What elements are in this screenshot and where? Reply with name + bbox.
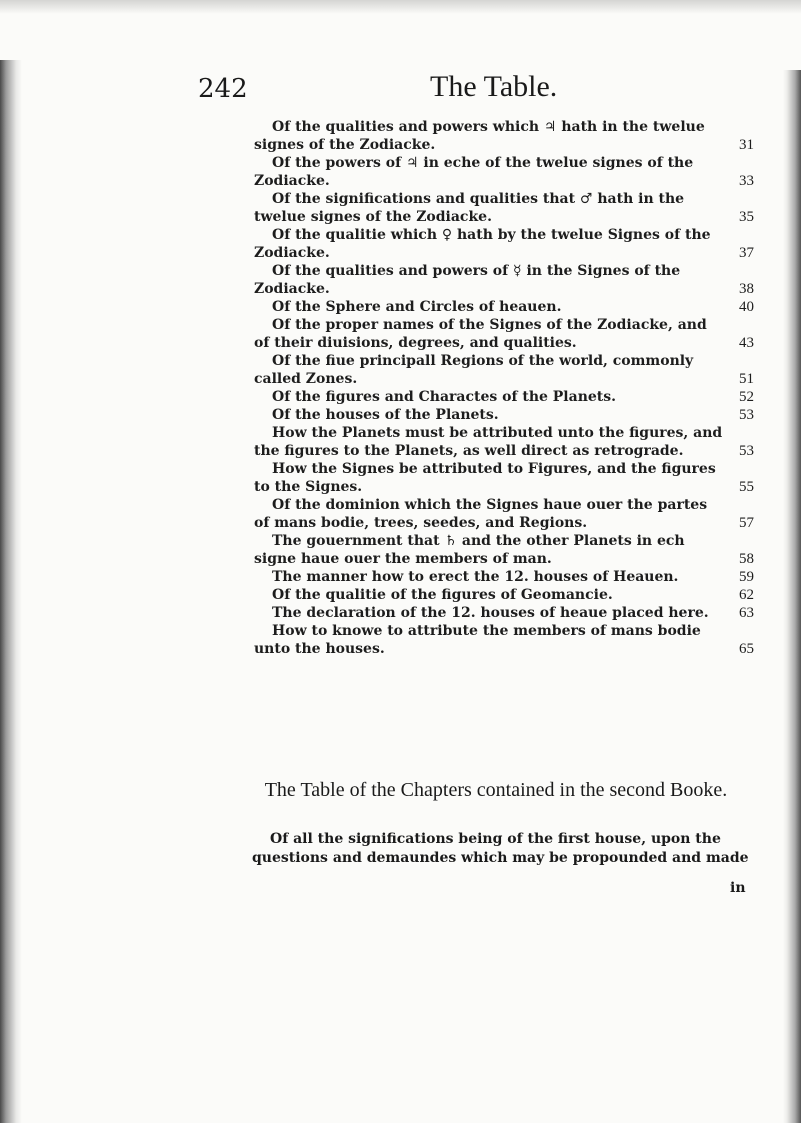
toc-entry-text: Of the significations and qualities that ♂ hath in the twelue signes of the Zodiacke. <box>254 191 685 225</box>
toc-entry-page-number: 40 <box>739 299 754 315</box>
toc-entry-page-number: 52 <box>739 389 754 405</box>
toc-entry-text: Of the qualitie of the figures of Geomancie. <box>272 587 613 603</box>
toc-entry-text: Of the qualitie which ♀ hath by the twelue Signes of the Zodiacke. <box>254 227 711 261</box>
running-title: The Table. <box>430 70 558 103</box>
toc-entry-text: Of the houses of the Planets. <box>272 407 499 423</box>
toc-entry-page-number: 51 <box>739 371 754 387</box>
toc-entry <box>254 352 754 388</box>
toc-entry <box>254 118 754 154</box>
toc-entry-text: The gouernment that ♄ and the other Planets in ech signe haue ouer the members of man. <box>254 533 685 567</box>
toc-entry-text: How the Planets must be attributed unto the figures, and the figures to the Planets, as well direct as retrograde. <box>254 425 723 459</box>
toc-entry-page-number: 53 <box>739 443 754 459</box>
toc-entry-page-number: 62 <box>739 587 754 603</box>
toc-entry <box>254 298 754 316</box>
toc-entry-text: The declaration of the 12. houses of heaue placed here. <box>272 605 709 621</box>
toc-entry-page-number: 63 <box>739 605 754 621</box>
toc-entry-page-number: 35 <box>739 209 754 225</box>
toc-entry <box>254 424 754 460</box>
toc-entry-page-number: 33 <box>739 173 754 189</box>
toc-entry <box>254 586 754 604</box>
toc-entry <box>254 460 754 496</box>
toc-entry-text: How the Signes be attributed to Figures, and the figures to the Signes. <box>254 461 716 495</box>
toc-entry <box>254 604 754 622</box>
toc-entry-text: Of the proper names of the Signes of the Zodiacke, and of their diuisions, degrees, and qualities. <box>254 317 707 351</box>
toc-entry <box>254 388 754 406</box>
page-header <box>198 70 758 110</box>
toc-entry-text: Of the figures and Charactes of the Planets. <box>272 389 616 405</box>
toc-entry-text: Of the qualities and powers which ♃ hath in the twelue signes of the Zodiacke. <box>254 119 705 153</box>
catchword: in <box>730 880 746 896</box>
page-top-shadow <box>0 0 801 14</box>
toc-entry <box>254 316 754 352</box>
page-right-edge-shadow <box>783 70 801 1123</box>
toc-entry <box>254 496 754 532</box>
page-left-binding-shadow <box>0 60 22 1123</box>
table-of-contents <box>254 118 754 658</box>
toc-entry-page-number: 53 <box>739 407 754 423</box>
toc-entry-page-number: 55 <box>739 479 754 495</box>
toc-entry <box>254 622 754 658</box>
toc-entry <box>254 154 754 190</box>
toc-entry <box>254 532 754 568</box>
toc-entry <box>254 262 754 298</box>
toc-entry-text: Of the powers of ♃ in eche of the twelue signes of the Zodiacke. <box>254 155 694 189</box>
toc-entry <box>254 568 754 586</box>
toc-entry-text: The manner how to erect the 12. houses of Heauen. <box>272 569 679 585</box>
toc-entry-text: Of the fiue principall Regions of the world, commonly called Zones. <box>254 353 694 387</box>
toc-entry-text: Of the dominion which the Signes haue ouer the partes of mans bodie, trees, seedes, and Regions. <box>254 497 708 531</box>
toc-entry-text: How to knowe to attribute the members of mans bodie unto the houses. <box>254 623 701 657</box>
toc-entry-page-number: 38 <box>739 281 754 297</box>
toc-entry-text: Of the Sphere and Circles of heauen. <box>272 299 562 315</box>
toc-entry <box>254 406 754 424</box>
toc-entry-page-number: 59 <box>739 569 754 585</box>
toc-entry-text: Of the qualities and powers of ☿ in the Signes of the Zodiacke. <box>254 263 681 297</box>
second-book-first-entry: Of all the significations being of the first house, upon the questions and demaundes which may be propounded and made <box>252 831 749 866</box>
section-heading: The Table of the Chapters contained in the second Booke. <box>264 779 728 801</box>
toc-entry <box>254 226 754 262</box>
toc-entry-page-number: 65 <box>739 641 754 657</box>
toc-entry-page-number: 58 <box>739 551 754 567</box>
page-number: 242 <box>198 74 248 104</box>
toc-entry-page-number: 37 <box>739 245 754 261</box>
toc-entry <box>254 190 754 226</box>
toc-entry-page-number: 43 <box>739 335 754 351</box>
toc-entry-page-number: 31 <box>739 137 754 153</box>
toc-entry-page-number: 57 <box>739 515 754 531</box>
